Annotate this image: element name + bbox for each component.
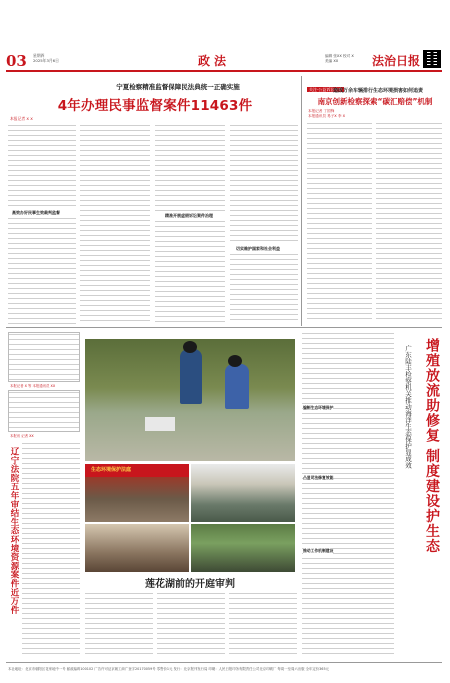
brief-label-2: 本报讯 记者 XX	[10, 434, 34, 438]
photo-small-4	[191, 524, 295, 572]
brief-box-1	[8, 332, 80, 382]
editor-info	[325, 54, 354, 64]
side-head-2: 凸显司法修复效能	[303, 475, 334, 480]
header-rule	[6, 70, 442, 72]
lead-body-col3a	[155, 124, 225, 212]
right-top-kicker: 造成万余车辆排行生态环境损害如何追责	[332, 88, 423, 94]
lead-byline: 本报记者 X X	[10, 116, 33, 121]
right-top-body-col2	[376, 122, 442, 322]
brief-label-1: 本报记者 X 等 本报通讯员 XX	[10, 384, 56, 388]
photo-head-1	[183, 341, 197, 353]
footer-text: 本社地址：北京市朝阳区花家地中一号 邮政编码100102 广告许可证京朝工商广登字20170059号 零售价1元 发行：北京报刊发行局 印刷：人民日报印务有限责任公司北京印刷厂 每周一至周六出版 全年定价365元	[8, 667, 330, 671]
vertical-subhead: 广东陆丰检察机关推动海洋生态保护显成效	[404, 345, 412, 469]
left-column-body	[22, 442, 80, 657]
tag-label: 关注·公益诉讼检察	[309, 87, 343, 92]
left-vertical-headline: 辽宁法院五年审结生态环境资源案件近万件	[9, 447, 19, 615]
photo-container	[145, 417, 175, 431]
photo-person-2	[225, 364, 249, 409]
weekday: 星期四	[33, 53, 45, 58]
banner-text: 生态环境保护法庭	[91, 467, 132, 473]
right-top-headline: 南京创新检察探索“碳汇赔偿”机制	[317, 97, 433, 106]
date-block	[33, 53, 59, 63]
photo-head-2	[228, 355, 242, 367]
photo-small-2	[191, 464, 295, 522]
lead-body-col3b	[155, 220, 225, 324]
photo-body-col3	[229, 592, 297, 657]
lead-body-col4a	[230, 124, 298, 244]
photo-small-1	[85, 464, 189, 522]
lead-body-col1b	[8, 217, 76, 325]
main-photo	[85, 339, 295, 461]
photo-feature-headline: 莲花湖前的开庭审判	[145, 579, 235, 590]
footer-rule	[6, 662, 442, 663]
section-title: 政法	[198, 54, 231, 68]
right-top-body-col1	[307, 122, 372, 322]
brief-box-2	[8, 390, 80, 432]
lead-subhead-3: 切实维护国家和社会利益	[236, 246, 280, 251]
lead-subhead-2: 精准开展虚假诉讼案件治理	[165, 213, 213, 218]
vertical-story-body	[302, 332, 394, 657]
lead-body-col1a	[8, 124, 76, 209]
qr-code-icon[interactable]	[423, 50, 441, 68]
lead-headline: 4年办理民事监督案件11463件	[57, 98, 253, 114]
vertical-headline: 增殖放流助修复 制度建设护生态	[424, 338, 440, 554]
lead-kicker: 宁夏检察精准监督保障民法典统一正确实施	[116, 83, 240, 91]
mid-page-rule	[6, 327, 442, 328]
lead-body-col2	[80, 124, 150, 324]
date: 2025年3月6日	[33, 58, 59, 63]
photo-small-3	[85, 524, 189, 572]
column-divider	[301, 76, 302, 326]
page-number: 03	[6, 52, 27, 70]
byline-reporter: 本报记者 丁国锋	[308, 109, 335, 113]
photo-body-col1	[85, 592, 153, 657]
editor-line: 编辑 张XX 校对 X	[325, 54, 354, 58]
masthead-logo: 法治日报	[372, 54, 421, 68]
side-head-1: 编制生态环境保护	[303, 405, 334, 410]
byline-correspondent: 本报通讯员 易子X 李 X	[308, 114, 346, 118]
lead-subhead-1: 高效办好民事生效裁判监督	[12, 210, 60, 215]
photo-body-col2	[157, 592, 225, 657]
right-top-bylines	[308, 109, 345, 119]
photo-person-1	[180, 349, 202, 404]
side-head-3: 推动工作机制建设	[303, 548, 334, 553]
lead-body-col4b	[230, 253, 298, 324]
designer-line: 美编 XX	[325, 59, 339, 63]
